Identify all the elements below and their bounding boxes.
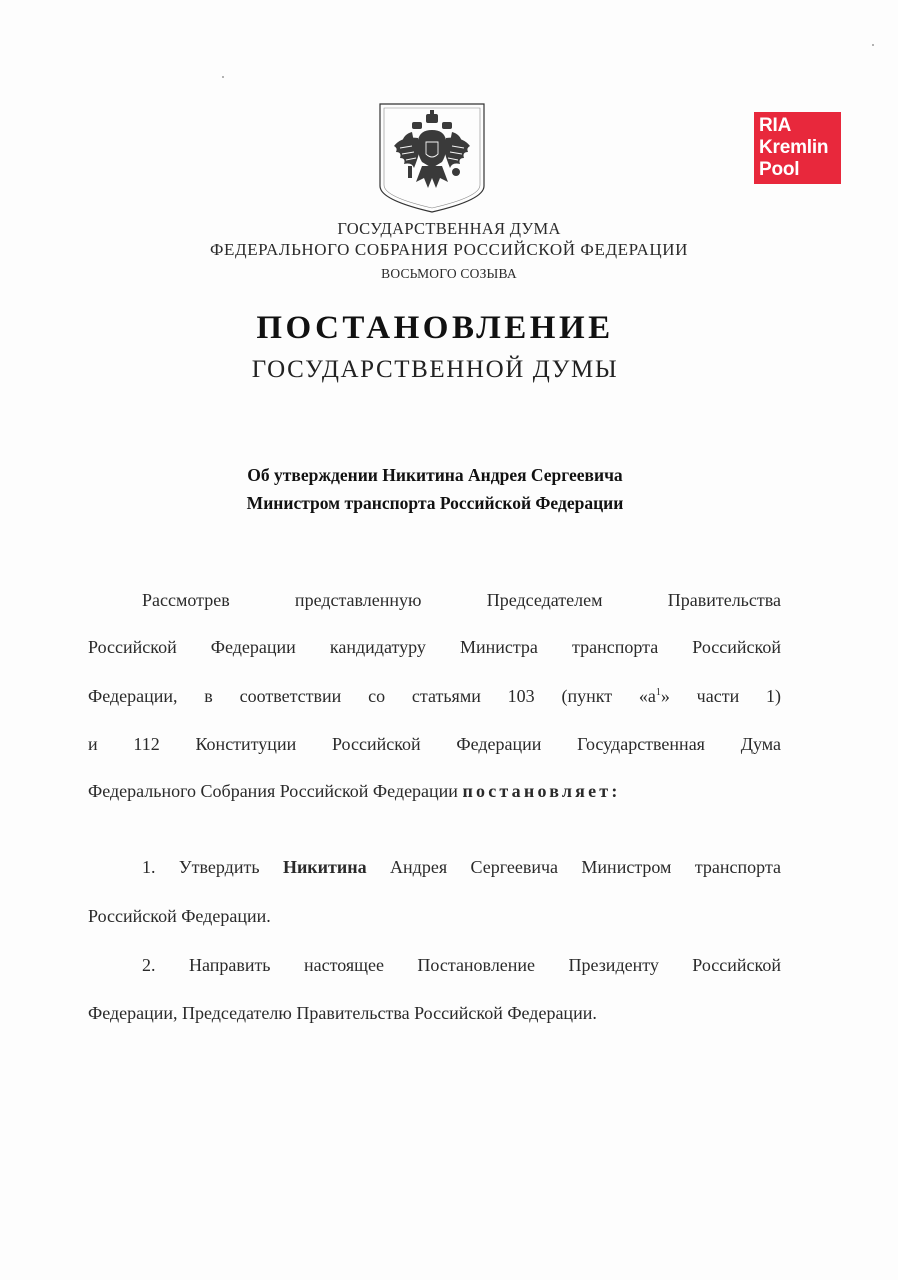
item-1-line-1 [142,857,781,878]
document-title: ПОСТАНОВЛЕНИЕ [256,310,614,346]
superscript-one: 1 [655,687,661,698]
item-2-line-2: Федерации, Председателю Правительства Российской Федерации. [88,1003,597,1023]
preamble-line-3-end: » части 1) [660,686,781,706]
decree-word: постановляет: [462,781,621,801]
double-headed-eagle-icon [378,102,486,214]
preamble-line-5 [88,781,781,802]
preamble-line-1: Рассмотрев представленную Председателем Правительства [142,590,781,610]
item-2-line-1: 2. Направить настоящее Постановление Президенту Российской [142,955,781,975]
item-1-line-2: Российской Федерации. [88,906,271,926]
subject-line-2: Министром транспорта Российской Федерации [246,493,624,513]
item-1-rest: Андрея Сергеевича Министром транспорта [390,857,781,877]
ria-kremlin-pool-logo [754,112,841,184]
item-1-prefix: 1. Утвердить [142,857,260,877]
scan-speck [222,76,224,78]
convocation-line: ВОСЬМОГО СОЗЫВА [381,266,517,281]
coat-of-arms-emblem [378,102,486,214]
preamble-line-3 [88,686,781,707]
logo-line-ria: RIA [759,115,792,136]
preamble-line-2: Российской Федерации кандидатуру Министра транспорта Российской [88,637,781,657]
org-name-line-2: ФЕДЕРАЛЬНОГО СОБРАНИЯ РОССИЙСКОЙ ФЕДЕРАЦИИ [209,240,689,259]
preamble-line-3-text: Федерации, в соответствии со статьями 103 (пункт «а [88,686,656,706]
item-1-surname: Никитина [282,857,367,877]
preamble-line-5-text: Федерального Собрания Российской Федерации [88,781,458,801]
scan-speck [872,44,874,46]
preamble-line-4: и 112 Конституции Российской Федерации Государственная Дума [88,734,781,754]
document-subtitle: ГОСУДАРСТВЕННОЙ ДУМЫ [251,356,619,383]
logo-line-kremlin: Kremlin [759,137,829,158]
logo-line-pool: Pool [759,159,800,180]
org-name-line-1: ГОСУДАРСТВЕННАЯ ДУМА [337,219,561,238]
subject-line-1: Об утверждении Никитина Андрея Сергеевича [247,465,623,485]
